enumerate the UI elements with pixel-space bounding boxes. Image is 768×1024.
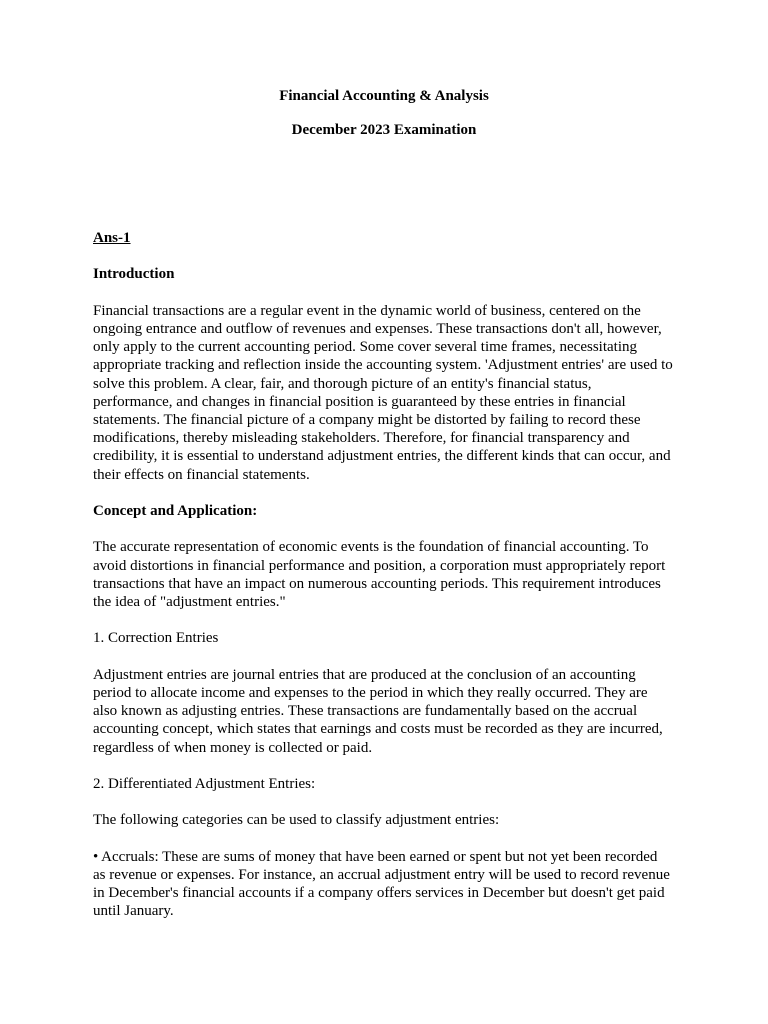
answer-label: Ans-1	[93, 230, 131, 246]
correction-paragraph: Adjustment entries are journal entries that are produced at the conclusion of an accounting period to allocate income and expenses to the period in which they really occurred. They are also known as adjusting entries. These transactions are fundamentally based on the accrual accounting concept, which states that earnings and costs must be recorded as they are incurred, regardless of when money is collected or paid.	[93, 666, 663, 756]
document-title: Financial Accounting & Analysis	[279, 88, 489, 104]
concept-paragraph: The accurate representation of economic events is the foundation of financial accounting. To avoid distortions in financial performance and position, a corporation must appropriately report transactions that have an impact on numerous accounting periods. This requirement introduces the idea of "adjustment entries."	[93, 539, 666, 610]
document-body	[93, 229, 673, 939]
concept-heading: Concept and Application:	[93, 503, 258, 519]
correction-heading: 1. Correction Entries	[93, 630, 219, 647]
differentiated-heading: 2. Differentiated Adjustment Entries:	[93, 775, 316, 792]
introduction-paragraph: Financial transactions are a regular event in the dynamic world of business, centered on the ongoing entrance and outflow of revenues and expenses. These transactions don't all, however, only apply to the current accounting period. Some cover several time frames, necessitating appropriate tracking and reflection inside the accounting system. 'Adjustment entries' are used to solve this problem. A clear, fair, and thorough picture of an entity's financial status, performance, and changes in financial position is guaranteed by these entries in financial statements. The financial picture of a company might be distorted by failing to record these modifications, thereby misleading stakeholders. Therefore, for financial transparency and credibility, it is essential to understand adjustment entries, the different kinds that can occur, and their effects on financial statements.	[93, 302, 673, 483]
differentiated-paragraph: The following categories can be used to classify adjustment entries:	[93, 812, 500, 829]
introduction-heading: Introduction	[93, 266, 175, 283]
document-subtitle: December 2023 Examination	[291, 122, 477, 138]
accruals-bullet: • Accruals: These are sums of money that have been earned or spent but not yet been recorded as revenue or expenses. For instance, an accrual adjustment entry will be used to record revenue in December's financial accounts if a company offers services in December but doesn't get paid until January.	[93, 848, 670, 920]
